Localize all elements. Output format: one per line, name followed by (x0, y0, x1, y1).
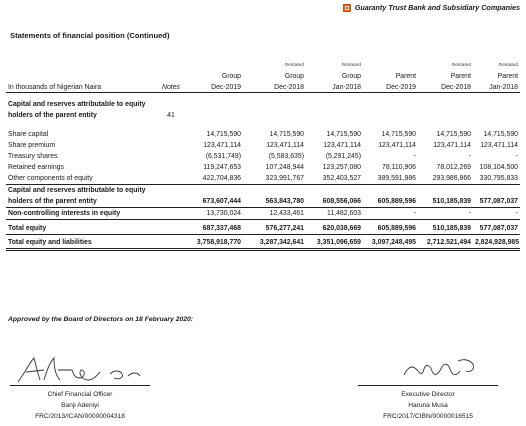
column-date: Dec-2019 (363, 82, 418, 93)
restated-label: Restated (498, 63, 518, 68)
total-equity-liabilities-value: 2,712,521,494 (418, 237, 473, 250)
subtotal-value: 563,843,780 (243, 196, 306, 208)
column-entity: Group (284, 73, 304, 80)
row-value: 123,471,114 (433, 142, 471, 149)
column-date: Dec-2018 (418, 82, 473, 93)
row-value: 14,715,590 (206, 131, 241, 138)
section-title-row (6, 110, 520, 121)
subtotal-value: 673,607,444 (186, 196, 243, 208)
units-label: In thousands of Nigerian Naira (6, 82, 156, 93)
signatory-registration: FRC/2013/ICAN/00000004318 (35, 413, 125, 420)
nci-value: - (473, 208, 520, 220)
row-value: 323,991,767 (243, 173, 306, 185)
subtotal-row (6, 196, 520, 208)
total-equity-liabilities-value: 3,287,342,641 (243, 237, 306, 250)
row-value: 78,110,906 (382, 164, 416, 171)
row-value: 14,715,590 (381, 131, 416, 138)
total-equity-liabilities-row (6, 237, 520, 250)
executive-director-signature (398, 355, 488, 383)
column-entity: Group (341, 73, 361, 80)
row-value: (5,583,635) (268, 153, 304, 160)
subtotal-value: 510,185,839 (418, 196, 473, 208)
signatory-title: Chief Financial Officer (47, 391, 113, 398)
nci-value: - (418, 208, 473, 220)
restated-row (6, 60, 520, 71)
row-value: 119,247,653 (203, 164, 241, 171)
section-title: holders of the parent entity (8, 112, 97, 119)
total-equity-liabilities-value: 2,824,928,985 (473, 237, 520, 250)
row-value: 14,715,590 (436, 131, 471, 138)
restated-label: Restated (341, 63, 361, 68)
table-row (6, 151, 520, 162)
nci-row (6, 208, 520, 220)
row-value: 123,471,114 (203, 142, 241, 149)
signatory-title: Executive Director (401, 391, 455, 398)
company-name: Guaranty Trust Bank and Subsidiary Companies (354, 3, 520, 12)
subtotal-value: 577,087,037 (473, 196, 520, 208)
total-equity-value: 510,185,839 (418, 223, 473, 235)
nci-value: 13,730,024 (186, 208, 243, 220)
column-date: Dec-2019 (186, 82, 243, 93)
row-value: 422,704,836 (186, 173, 243, 185)
row-value: 123,471,114 (266, 142, 304, 149)
nci-value: - (363, 208, 418, 220)
row-value: 293,986,866 (418, 173, 473, 185)
row-value: - (515, 153, 518, 160)
row-label: Other components of equity (6, 173, 156, 185)
nci-value: 12,433,461 (243, 208, 306, 220)
total-equity-liabilities-value: 3,351,096,659 (306, 237, 363, 250)
cfo-signature (14, 352, 154, 386)
total-equity-liabilities-label: Total equity and liabilities (6, 237, 156, 250)
row-value: 107,248,944 (265, 164, 304, 171)
column-entity: Parent (450, 73, 471, 80)
statement-title: Statements of financial position (Continued) (10, 31, 170, 40)
nci-label: Non-controlling interests in equity (6, 208, 156, 220)
column-date: Jan-2018 (473, 82, 520, 93)
subtotal-label: Capital and reserves attributable to equity (8, 187, 146, 194)
section-note: 41 (167, 112, 175, 119)
subtotal-label: holders of the parent entity (6, 196, 156, 208)
row-value: (6,531,749) (205, 153, 241, 160)
column-date: Dec-2018 (243, 82, 306, 93)
cfo-signatory (0, 389, 160, 422)
total-equity-value: 687,337,468 (186, 223, 243, 235)
row-label: Share capital (8, 131, 49, 138)
restated-label: Restated (451, 63, 471, 68)
row-value: 330,795,833 (473, 173, 520, 185)
row-value: 14,715,590 (483, 131, 518, 138)
column-date-row (6, 82, 520, 93)
total-equity-row (6, 223, 520, 235)
table-row (6, 140, 520, 151)
row-value: 78,012,269 (436, 164, 471, 171)
row-value: 352,403,527 (306, 173, 363, 185)
financial-position-table (6, 60, 520, 251)
column-date: Jan-2018 (306, 82, 363, 93)
total-equity-value: 576,277,241 (243, 223, 306, 235)
restated-label: Restated (284, 63, 304, 68)
row-value: 14,715,590 (326, 131, 361, 138)
column-entity: Parent (497, 73, 518, 80)
total-equity-liabilities-value: 3,097,248,495 (363, 237, 418, 250)
total-equity-value: 620,038,669 (306, 223, 363, 235)
row-value: 123,471,114 (480, 142, 518, 149)
row-value: 123,257,080 (322, 164, 361, 171)
row-value: 123,471,114 (378, 142, 416, 149)
signatory-registration: FRC/2017/CIBN/00000016515 (383, 413, 473, 420)
row-label: Treasury shares (8, 153, 58, 160)
row-value: - (413, 153, 416, 160)
table-row (6, 173, 520, 185)
table-row (6, 129, 520, 140)
row-value: 123,471,114 (323, 142, 361, 149)
total-equity-liabilities-value: 3,758,918,770 (186, 237, 243, 250)
column-entity-row (6, 71, 520, 82)
row-value: 389,591,986 (363, 173, 418, 185)
signatory-name: Haruna Musa (408, 402, 448, 409)
executive-director-signatory (348, 389, 508, 422)
subtotal-row (6, 185, 520, 197)
executive-director-signature-line (358, 385, 498, 386)
nci-value: 11,482,603 (306, 208, 363, 220)
row-label: Retained earnings (8, 164, 64, 171)
subtotal-value: 605,889,596 (363, 196, 418, 208)
column-entity: Group (221, 73, 241, 80)
total-equity-value: 605,889,596 (363, 223, 418, 235)
row-value: 108,104,500 (479, 164, 518, 171)
notes-header: Notes (156, 82, 186, 93)
table-row (6, 162, 520, 173)
gtbank-logo-icon (343, 4, 351, 12)
row-value: (5,291,245) (325, 153, 361, 160)
row-value: - (468, 153, 471, 160)
subtotal-value: 608,556,066 (306, 196, 363, 208)
section-title: Capital and reserves attributable to equity (8, 101, 146, 108)
company-header (343, 3, 520, 12)
approval-statement: Approved by the Board of Directors on 18 February 2020: (8, 316, 194, 323)
total-equity-value: 577,087,037 (473, 223, 520, 235)
row-label: Share premium (8, 142, 56, 149)
cfo-signature-line (10, 385, 150, 386)
section-title-row (6, 99, 520, 110)
total-equity-label: Total equity (6, 223, 156, 235)
row-value: 14,715,590 (269, 131, 304, 138)
signatory-name: Banji Adeniyi (61, 402, 99, 409)
column-entity: Parent (395, 73, 416, 80)
